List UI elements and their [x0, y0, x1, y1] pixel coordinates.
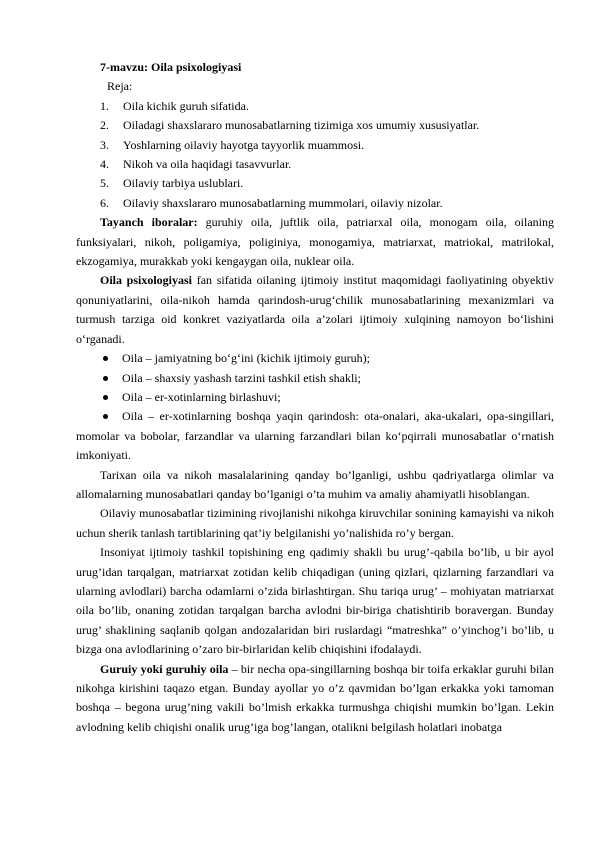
group-family-text: – bir necha opa-singillarning boshqa bir toifa erkaklar guruhi bilan nikohga kirishini taqazo etgan. Bunday ayollar yo o’z qavmidan bo’lgan erkakka yoki tamoman boshqa – begona urug’ning vakili bo’lmish erkakka turmushga chiqishi mumkin bo’lgan. Lekin avlodning kelib chiqishi onalik urug’iga bog’langan, otalikni belgilash holatlari inobatga — [76, 661, 554, 734]
intro-paragraph — [76, 271, 554, 349]
list-item — [76, 155, 554, 174]
list-item-text: Oilaviy shaxslararo munosabatlarning mummolari, oilaviy nizolar. — [123, 195, 443, 210]
list-item-text: Oila kichik guruh sifatida. — [123, 98, 249, 113]
body-paragraph: Insoniyat ijtimoiy tashkil topishining eng qadimiy shakli bu urug’-qabila bo’lib, u bir ayol urug’idan tarqalgan, matriarxat zotidan kelib chiqadigan (uning qizlari, qizlarning farzandlari va ularning avlodlari) barcha odamlarni o’zida birlashtirgan. Shu tariqa urug’ – mohiyatan matriarxat oila bo’lib, onaning zotidan tarqalgan barcha avlodni bir-biriga chatishtirib boravergan. Bunday urug’ shaklining saqlanib qolgan andozalaridan biri ruslardagi “matreshka” o’yinchog’i bo’lib, u bizga ona avlodlarining o’zaro bir-birlaridan kelib chiqishini ifodalaydi. — [76, 545, 554, 657]
list-item-text: Oila – er-xotinlarning birlashuvi; — [122, 389, 281, 404]
bullet-icon — [103, 376, 108, 381]
intro-label: Oila psixologiyasi — [100, 273, 193, 288]
intro-text: fan sifatida oilaning ijtimoiy institut maqomidagi faoliyatining obyektiv qonuniyatlarini, oila-nikoh hamda qarindosh-urug‘chilik munosabatlarining mexanizmlari va turmush tarziga oid konkret vaziyatlarda oila a’zolari ijtimoiy xulqining namoyon bo‘lishini o‘rganadi. — [76, 273, 554, 346]
list-item — [76, 349, 554, 368]
list-item-text: Oila – jamiyatning bo‘g‘ini (kichik ijtimoiy guruh); — [122, 351, 370, 366]
list-item-text: Yoshlarning oilaviy hayotga tayyorlik muammosi. — [123, 137, 365, 152]
group-family-label: Guruiy yoki guruhiy oila — [100, 661, 229, 676]
list-number: 2. — [100, 118, 109, 133]
plan-label: Reja: — [107, 79, 133, 94]
bullet-icon — [103, 395, 108, 400]
list-number: 1. — [100, 98, 109, 113]
page-title: 7-mavzu: Oila psixologiyasi — [100, 60, 242, 74]
body-paragraph: Oilaviy munosabatlar tizimining rivojlanishi nikohga kiruvchilar sonining kamayishi va nikoh uchun sherik tanlash tartiblarining qat’iy belgilanishi yo’nalishida ro’y bergan. — [76, 506, 554, 540]
list-item — [76, 407, 554, 465]
key-terms-text: guruhiy oila, juftlik oila, patriarxal oila, monogam oila, oilaning funksiyalari, nikoh, poligamiya, poliginiya, monogamiya, matriarxat, matriokal, matrilokal, ekzogamiya, murakkab yoki kengaygan oila, nuklear oila. — [76, 215, 554, 269]
document-page — [76, 58, 554, 737]
list-number: 3. — [100, 137, 109, 152]
list-item — [76, 369, 554, 388]
list-item-text: Oiladagi shaxslararo munosabatlarning tizimiga xos umumiy xususiyatlar. — [123, 118, 480, 133]
list-number: 6. — [100, 195, 109, 210]
group-family-paragraph — [76, 660, 554, 738]
list-item — [76, 174, 554, 193]
list-item-text: Oila – shaxsiy yashash tarzini tashkil etish shakli; — [122, 370, 361, 385]
list-item-text: Oilaviy tarbiya uslublari. — [123, 176, 244, 191]
body-paragraph: Tarixan oila va nikoh masalalarining qanday bo’lganligi, ushbu qadriyatlarga olimlar va allomalarning munosabatlari qanday bo’lganigi o’ta muhim va amaliy ahamiyatli hisoblangan. — [76, 467, 554, 501]
list-item-text: Nikoh va oila haqidagi tasavvurlar. — [123, 157, 292, 172]
bullet-icon — [103, 356, 108, 361]
list-item — [76, 116, 554, 135]
plan-list — [76, 97, 554, 213]
key-terms-label: Tayanch iboralar: — [100, 215, 198, 230]
list-item — [76, 388, 554, 407]
list-number: 5. — [100, 176, 109, 191]
key-terms-paragraph — [76, 213, 554, 271]
list-item — [76, 97, 554, 116]
list-item-text: Oila – er-xotinlarning boshqa yaqin qarindosh: ota-onalari, aka-ukalari, opa-singillari, momolar va bobolar, farzandlar va ularning farzandlari bilan ko‘pqirrali munosabatlar o‘rnatish imkoniyati. — [76, 409, 554, 463]
definition-list — [76, 349, 554, 465]
list-number: 4. — [100, 157, 109, 172]
bullet-icon — [103, 414, 108, 419]
list-item — [76, 194, 554, 213]
list-item — [76, 136, 554, 155]
